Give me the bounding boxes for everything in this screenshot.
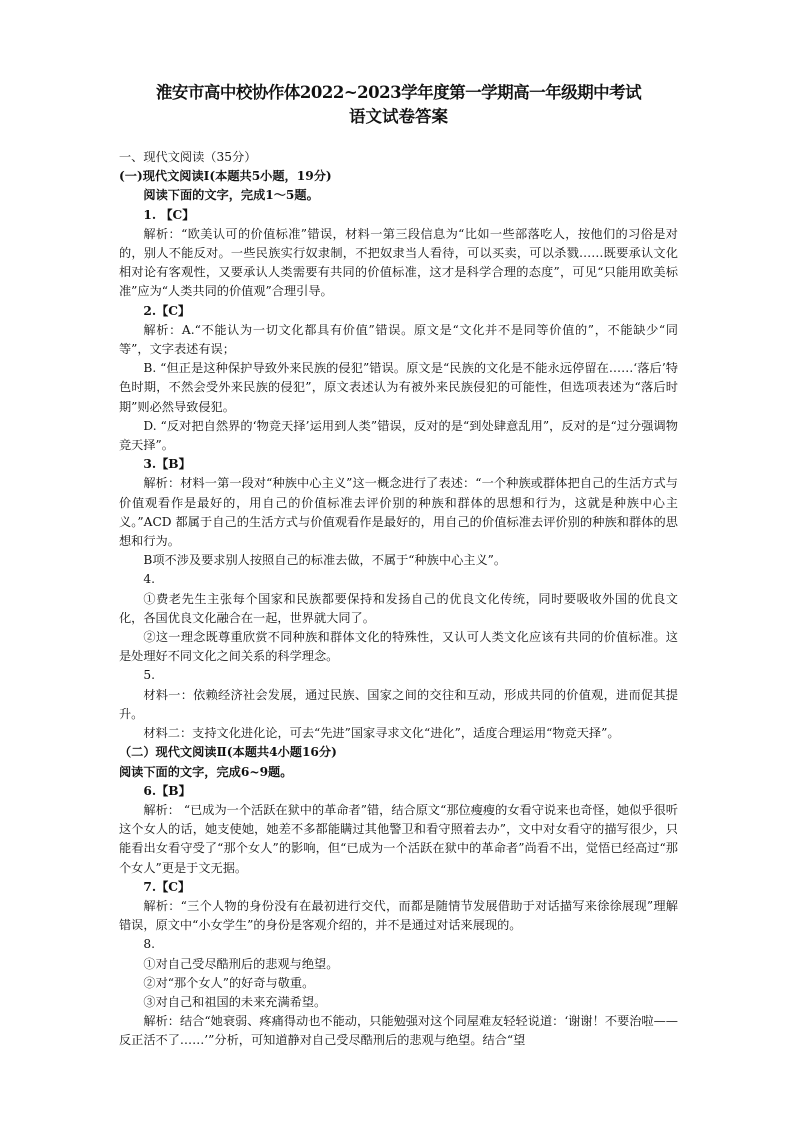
q6-answer: 6.【B】 — [143, 783, 191, 798]
instruction-text: 阅读下面的文字，完成6~9题。 — [119, 764, 293, 779]
subsection-heading: (一)现代文阅读Ⅰ(本题共5小题，19分) — [119, 169, 332, 184]
q3-answer: 3.【B】 — [143, 457, 191, 472]
q3-explanation: 解析：材料一第一段对“种族中心主义”这一概念进行了表述：“一个种族或群体把自己的生活方式与价值观看作是最好的，用自己的价值标准去评价别的种族和群体的思想和行为，这就是种族中心主义。”ACD 都属于自己的生活方式与价值观看作是最好的，用自己的价值标准去评价别的种族和群体的思想和行为。 — [119, 476, 678, 549]
instruction-text: 阅读下面的文字，完成1～5题。 — [143, 188, 319, 203]
q8-point-2: ②对“那个女人”的好奇与敬重。 — [143, 975, 315, 990]
q2-option-d: D. “反对把自然界的‘物竞天择’运用到人类”错误，反对的是“到处肆意乱用”，反对的是“过分强调物竞天择”。 — [119, 418, 678, 453]
document-title: 淮安市高中校协作体2022~2023学年度第一学期高一年级期中考试 — [155, 83, 642, 102]
q5-number: 5. — [143, 668, 156, 683]
q8-point-1: ①对自己受尽酷刑后的悲观与绝望。 — [143, 956, 339, 971]
q1-answer: 1. 【C】 — [143, 207, 195, 222]
q2-option-b: B. “但正是这种保护导致外来民族的侵犯”错误。原文是“民族的文化是不能永远停留在……‘落后’特色时期，不然会受外来民族的侵犯”，原文表述认为有被外来民族侵犯的可能性，但选项表述为“落后时期”则必然导致侵犯。 — [119, 361, 678, 414]
q4-point-2: ②这一理念既尊重欣赏不同种族和群体文化的特殊性，又认可人类文化应该有共同的价值标准。这是处理好不同文化之间关系的科学理念。 — [119, 630, 678, 664]
q5-point-2: 材料二：支持文化进化论，可去“先进”国家寻求文化“进化”，适度合理运用“物竞天择”。 — [143, 726, 620, 741]
q2-answer: 2.【C】 — [143, 303, 191, 318]
q6-explanation: 解析： “已成为一个活跃在狱中的革命者”错，结合原文“那位瘦瘦的女看守说来也奇怪，她似乎很听这个女人的话，她支使她，她差不多都能瞒过其他警卫和看守照着去办”，文中对女看守的描写很少，只能看出女看守受了“那个女人”的影响，但“已成为一个活跃在狱中的革命者”尚看不出，觉悟已经高过“那个女人”更是于文无据。 — [119, 802, 678, 875]
q4-number: 4. — [143, 572, 156, 587]
q7-answer: 7.【C】 — [143, 879, 191, 894]
document-subtitle: 语文试卷答案 — [349, 107, 448, 126]
q1-explanation: 解析：“欧美认可的价值标准”错误，材料一第三段信息为“比如一些部落吃人，按他们的习俗是对的，别人不能反对。一些民族实行奴隶制，不把奴隶当人看待，可以买卖，可以杀戮……既要承认文化相对论有客观性，又要承认人类需要有共同的价值标准，这才是科学合理的态度”，可见“只能用欧美标准”应为“人类共同的价值观”合理引导。 — [119, 226, 678, 299]
q8-number: 8. — [143, 937, 156, 952]
q5-point-1: 材料一：依赖经济社会发展，通过民族、国家之间的交往和互动，形成共同的价值观，进而促其提升。 — [119, 687, 678, 721]
q3-option-b: B项不涉及要求别人按照自己的标准去做，不属于“种族中心主义”。 — [143, 553, 507, 568]
q8-point-3: ③对自己和祖国的未来充满希望。 — [143, 994, 327, 1009]
subsection-heading: （二）现代文阅读Ⅱ(本题共4小题16分) — [119, 745, 337, 760]
section-heading: 一、现代文阅读（35分） — [119, 150, 257, 164]
q2-option-a: 解析：A.“不能认为一切文化都具有价值”错误。原文是“文化并不是同等价值的”，不能缺少“同等”，文字表述有误； — [119, 322, 678, 357]
q8-explanation: 解析：结合“她衰弱、疼痛得动也不能动，只能勉强对这个同屋难友轻轻说道：‘谢谢！不要治啦——反正活不了……’”分析，可知道静对自己受尽酷刑后的悲观与绝望。结合“望 — [119, 1014, 678, 1048]
q7-explanation: 解析：“三个人物的身份没有在最初进行交代，而都是随情节发展借助于对话描写来徐徐展现”理解错误，原文中“小女学生”的身份是客观介绍的，并不是通过对话来展现的。 — [119, 898, 678, 933]
q4-point-1: ①费老先生主张每个国家和民族都要保持和发扬自己的优良文化传统，同时要吸收外国的优良文化，各国优良文化融合在一起，世界就大同了。 — [119, 591, 678, 625]
